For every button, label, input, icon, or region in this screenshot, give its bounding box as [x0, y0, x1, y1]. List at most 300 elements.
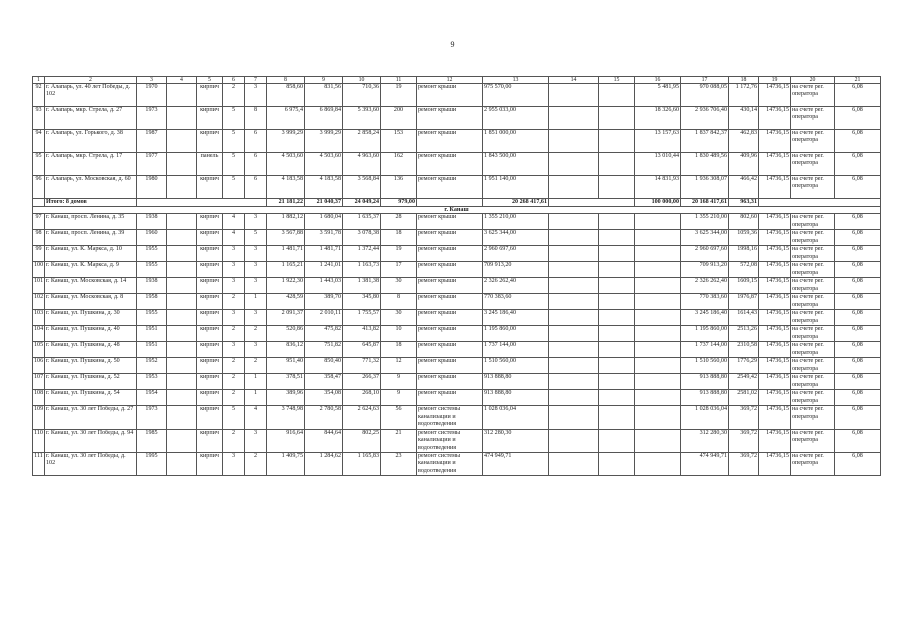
column-number: 16	[635, 77, 681, 84]
wall-material: кирпич	[197, 278, 223, 294]
limit-cost: 14736,15	[759, 390, 791, 406]
fund-share	[549, 390, 599, 406]
owner-share	[635, 390, 681, 406]
fund-share	[549, 310, 599, 326]
residential-area: 1 755,57	[343, 310, 381, 326]
living-area: 844,64	[305, 429, 343, 452]
capital-sum: 1 936 308,07	[681, 176, 729, 199]
owner-share	[635, 374, 681, 390]
empty-cell	[167, 278, 197, 294]
total-area: 389,96	[267, 390, 305, 406]
cost-per-m2: 369,72	[729, 452, 759, 475]
fund-method: на счете рег. оператора	[791, 278, 835, 294]
build-year: 1980	[137, 176, 167, 199]
summary-label: Итого: 8 домов	[45, 199, 137, 207]
summary-total-cost: 20 268 417,61	[483, 199, 549, 207]
residential-area: 3 078,38	[343, 230, 381, 246]
build-year: 1955	[137, 310, 167, 326]
table-row	[33, 214, 881, 230]
fund-method: на счете рег. оператора	[791, 84, 835, 107]
budget-share	[599, 130, 635, 153]
empty-cell	[167, 452, 197, 475]
fund-method: на счете рег. оператора	[791, 326, 835, 342]
owner-share	[635, 326, 681, 342]
empty-cell	[167, 246, 197, 262]
build-year: 1987	[137, 130, 167, 153]
address: г. Канаш, ул. К. Маркса, д. 10	[45, 246, 137, 262]
budget-share	[599, 358, 635, 374]
residential-area: 1 381,38	[343, 278, 381, 294]
cost-per-m2: 1614,43	[729, 310, 759, 326]
capital-sum: 474 949,71	[681, 452, 729, 475]
floors: 3	[223, 262, 245, 278]
living-area: 1 241,01	[305, 262, 343, 278]
empty-cell	[167, 342, 197, 358]
living-area: 4 183,58	[305, 176, 343, 199]
address: г. Алапарь, ул. Московская, д. 60	[45, 176, 137, 199]
column-number: 8	[267, 77, 305, 84]
table-row	[33, 84, 881, 107]
completion-term: 6,08	[835, 452, 881, 475]
floors: 2	[223, 358, 245, 374]
residential-area: 5 393,60	[343, 107, 381, 130]
entrances: 3	[245, 310, 267, 326]
living-area: 354,08	[305, 390, 343, 406]
cost-per-m2: 466,42	[729, 176, 759, 199]
entrances: 2	[245, 326, 267, 342]
column-number-row	[33, 77, 881, 84]
work-type: ремонт крыши	[417, 230, 483, 246]
capital-sum: 1 028 036,04	[681, 406, 729, 429]
owner-share	[635, 214, 681, 230]
empty-cell	[167, 214, 197, 230]
fund-method: на счете рег. оператора	[791, 406, 835, 429]
table-row	[33, 374, 881, 390]
residential-area: 1 372,44	[343, 246, 381, 262]
residents: 19	[381, 246, 417, 262]
column-number: 11	[381, 77, 417, 84]
fund-method: на счете рег. оператора	[791, 230, 835, 246]
cost-per-m2: 1998,16	[729, 246, 759, 262]
limit-cost: 14736,15	[759, 107, 791, 130]
address: г. Канаш, ул. Пушкина, д. 52	[45, 374, 137, 390]
entrances: 3	[245, 246, 267, 262]
living-area: 4 503,60	[305, 153, 343, 176]
capital-sum: 2 960 697,60	[681, 246, 729, 262]
build-year: 1951	[137, 326, 167, 342]
address: г. Канаш, просп. Ленина, д. 35	[45, 214, 137, 230]
fund-share	[549, 406, 599, 429]
empty-cell	[167, 176, 197, 199]
living-area: 2 780,58	[305, 406, 343, 429]
entrances: 1	[245, 390, 267, 406]
budget-share	[599, 153, 635, 176]
living-area: 3 999,29	[305, 130, 343, 153]
row-number: 111	[33, 452, 45, 475]
work-type: ремонт крыши	[417, 326, 483, 342]
cost-per-m2: 2310,58	[729, 342, 759, 358]
row-number: 98	[33, 230, 45, 246]
row-number: 95	[33, 153, 45, 176]
floors: 4	[223, 230, 245, 246]
entrances: 1	[245, 374, 267, 390]
limit-cost: 14736,15	[759, 262, 791, 278]
capital-sum: 2 326 262,40	[681, 278, 729, 294]
entrances: 4	[245, 406, 267, 429]
wall-material: кирпич	[197, 130, 223, 153]
completion-term: 6,08	[835, 406, 881, 429]
limit-cost: 14736,15	[759, 406, 791, 429]
row-number: 102	[33, 294, 45, 310]
work-type: ремонт крыши	[417, 84, 483, 107]
owner-share: 13 157,63	[635, 130, 681, 153]
cost-per-m2: 369,72	[729, 429, 759, 452]
build-year: 1951	[137, 342, 167, 358]
summary-living-area: 21 040,37	[305, 199, 343, 207]
column-number: 5	[197, 77, 223, 84]
cost-per-m2: 572,08	[729, 262, 759, 278]
column-number: 1	[33, 77, 45, 84]
address: г. Канаш, ул. К. Маркса, д. 9	[45, 262, 137, 278]
empty-cell	[33, 199, 45, 207]
limit-cost: 14736,15	[759, 452, 791, 475]
empty-cell	[167, 374, 197, 390]
table-row	[33, 294, 881, 310]
wall-material: кирпич	[197, 452, 223, 475]
wall-material: кирпич	[197, 176, 223, 199]
entrances: 5	[245, 230, 267, 246]
budget-share	[599, 374, 635, 390]
budget-share	[599, 429, 635, 452]
table-row	[33, 246, 881, 262]
address: г. Канаш, ул. Московская, д. 14	[45, 278, 137, 294]
completion-term: 6,08	[835, 429, 881, 452]
residential-area: 771,32	[343, 358, 381, 374]
fund-method: на счете рег. оператора	[791, 294, 835, 310]
wall-material: кирпич	[197, 429, 223, 452]
row-number: 110	[33, 429, 45, 452]
owner-share	[635, 429, 681, 452]
total-cost: 3 245 186,40	[483, 310, 549, 326]
cost-per-m2: 409,96	[729, 153, 759, 176]
wall-material: панель	[197, 153, 223, 176]
floors: 3	[223, 310, 245, 326]
row-number: 99	[33, 246, 45, 262]
build-year: 1985	[137, 429, 167, 452]
table-row	[33, 107, 881, 130]
work-type: ремонт крыши	[417, 310, 483, 326]
total-cost: 1 851 000,00	[483, 130, 549, 153]
empty-cell	[167, 107, 197, 130]
living-area: 389,70	[305, 294, 343, 310]
total-area: 2 091,37	[267, 310, 305, 326]
wall-material: кирпич	[197, 84, 223, 107]
floors: 2	[223, 326, 245, 342]
total-area: 1 882,12	[267, 214, 305, 230]
empty-cell	[549, 199, 635, 207]
total-area: 6 975,4	[267, 107, 305, 130]
build-year: 1955	[137, 262, 167, 278]
capital-sum: 1 195 860,00	[681, 326, 729, 342]
residential-area: 802,25	[343, 429, 381, 452]
fund-share	[549, 342, 599, 358]
fund-share	[549, 452, 599, 475]
address: г. Канаш, ул. Пушкина, д. 48	[45, 342, 137, 358]
empty-cell	[167, 84, 197, 107]
fund-share	[549, 278, 599, 294]
column-number: 4	[167, 77, 197, 84]
total-cost: 1 028 036,04	[483, 406, 549, 429]
floors: 2	[223, 294, 245, 310]
summary-total-area: 21 181,22	[267, 199, 305, 207]
owner-share	[635, 406, 681, 429]
budget-share	[599, 84, 635, 107]
empty-cell	[417, 199, 483, 207]
floors: 5	[223, 176, 245, 199]
wall-material: кирпич	[197, 358, 223, 374]
floors: 2	[223, 390, 245, 406]
total-area: 836,12	[267, 342, 305, 358]
work-type: ремонт крыши	[417, 246, 483, 262]
completion-term: 6,08	[835, 326, 881, 342]
work-type: ремонт крыши	[417, 153, 483, 176]
floors: 5	[223, 153, 245, 176]
residential-area: 645,87	[343, 342, 381, 358]
residents: 28	[381, 214, 417, 230]
city-heading-row	[33, 207, 881, 214]
residential-area: 4 963,60	[343, 153, 381, 176]
living-area: 1 443,03	[305, 278, 343, 294]
completion-term: 6,08	[835, 130, 881, 153]
owner-share: 5 481,95	[635, 84, 681, 107]
owner-share: 18 326,60	[635, 107, 681, 130]
owner-share	[635, 278, 681, 294]
owner-share	[635, 452, 681, 475]
limit-cost: 14736,15	[759, 176, 791, 199]
total-area: 3 567,88	[267, 230, 305, 246]
work-type: ремонт крыши	[417, 262, 483, 278]
cost-per-m2: 802,60	[729, 214, 759, 230]
cost-per-m2: 369,72	[729, 406, 759, 429]
residential-area: 1 635,37	[343, 214, 381, 230]
summary-cost-per-m2: 963,31	[729, 199, 759, 207]
capital-sum: 2 936 706,40	[681, 107, 729, 130]
fund-method: на счете рег. оператора	[791, 342, 835, 358]
completion-term: 6,08	[835, 358, 881, 374]
budget-share	[599, 107, 635, 130]
column-number: 21	[835, 77, 881, 84]
cost-per-m2: 462,83	[729, 130, 759, 153]
empty-cell	[167, 358, 197, 374]
limit-cost: 14736,15	[759, 358, 791, 374]
floors: 3	[223, 452, 245, 475]
capital-sum: 913 888,80	[681, 374, 729, 390]
summary-capital-sum: 20 168 417,61	[681, 199, 729, 207]
capital-sum: 970 088,05	[681, 84, 729, 107]
living-area: 1 680,04	[305, 214, 343, 230]
entrances: 3	[245, 278, 267, 294]
table-row	[33, 390, 881, 406]
work-type: ремонт крыши	[417, 342, 483, 358]
row-number: 100	[33, 262, 45, 278]
limit-cost: 14736,15	[759, 230, 791, 246]
build-year: 1955	[137, 246, 167, 262]
budget-share	[599, 310, 635, 326]
living-area: 1 481,71	[305, 246, 343, 262]
build-year: 1977	[137, 153, 167, 176]
fund-share	[549, 230, 599, 246]
empty-cell	[167, 130, 197, 153]
capital-sum: 3 245 186,40	[681, 310, 729, 326]
empty-cell	[137, 199, 267, 207]
table-row	[33, 153, 881, 176]
row-number: 106	[33, 358, 45, 374]
completion-term: 6,08	[835, 246, 881, 262]
completion-term: 6,08	[835, 374, 881, 390]
residents: 9	[381, 374, 417, 390]
budget-share	[599, 230, 635, 246]
wall-material: кирпич	[197, 390, 223, 406]
owner-share	[635, 262, 681, 278]
empty-cell	[759, 199, 881, 207]
completion-term: 6,08	[835, 278, 881, 294]
wall-material: кирпич	[197, 294, 223, 310]
row-number: 103	[33, 310, 45, 326]
build-year: 1958	[137, 294, 167, 310]
column-number: 3	[137, 77, 167, 84]
address: г. Канаш, ул. Пушкина, д. 50	[45, 358, 137, 374]
wall-material: кирпич	[197, 246, 223, 262]
residents: 18	[381, 342, 417, 358]
living-area: 831,56	[305, 84, 343, 107]
floors: 2	[223, 84, 245, 107]
fund-method: на счете рег. оператора	[791, 374, 835, 390]
living-area: 2 010,11	[305, 310, 343, 326]
completion-term: 6,08	[835, 214, 881, 230]
fund-method: на счете рег. оператора	[791, 358, 835, 374]
residents: 30	[381, 310, 417, 326]
address: г. Канаш, ул. Пушкина, д. 40	[45, 326, 137, 342]
total-area: 916,64	[267, 429, 305, 452]
work-type: ремонт крыши	[417, 107, 483, 130]
address: г. Алапарь, мкр. Стрела, д. 27	[45, 107, 137, 130]
row-number: 104	[33, 326, 45, 342]
limit-cost: 14736,15	[759, 294, 791, 310]
residential-area: 413,82	[343, 326, 381, 342]
entrances: 2	[245, 452, 267, 475]
cost-per-m2: 2513,26	[729, 326, 759, 342]
fund-share	[549, 374, 599, 390]
budget-share	[599, 326, 635, 342]
completion-term: 6,08	[835, 230, 881, 246]
residential-area: 2 624,63	[343, 406, 381, 429]
work-type: ремонт крыши	[417, 358, 483, 374]
wall-material: кирпич	[197, 310, 223, 326]
row-number: 105	[33, 342, 45, 358]
floors: 2	[223, 374, 245, 390]
build-year: 1973	[137, 107, 167, 130]
row-number: 101	[33, 278, 45, 294]
cost-per-m2: 2581,02	[729, 390, 759, 406]
column-number: 13	[483, 77, 549, 84]
column-number: 12	[417, 77, 483, 84]
limit-cost: 14736,15	[759, 429, 791, 452]
completion-term: 6,08	[835, 84, 881, 107]
residents: 153	[381, 130, 417, 153]
work-type: ремонт крыши	[417, 214, 483, 230]
entrances: 3	[245, 429, 267, 452]
page-number: 9	[450, 40, 455, 49]
residents: 56	[381, 406, 417, 429]
table-row	[33, 230, 881, 246]
table-row	[33, 176, 881, 199]
total-cost: 1 355 210,00	[483, 214, 549, 230]
fund-share	[549, 214, 599, 230]
build-year: 1954	[137, 390, 167, 406]
total-cost: 474 949,71	[483, 452, 549, 475]
entrances: 6	[245, 130, 267, 153]
fund-method: на счете рег. оператора	[791, 176, 835, 199]
capital-sum: 913 888,80	[681, 390, 729, 406]
address: г. Алапарь, ул. Горького, д. 38	[45, 130, 137, 153]
total-area: 3 999,29	[267, 130, 305, 153]
table-row	[33, 310, 881, 326]
build-year: 1938	[137, 214, 167, 230]
fund-share	[549, 262, 599, 278]
column-number: 17	[681, 77, 729, 84]
row-number: 93	[33, 107, 45, 130]
total-cost: 709 913,20	[483, 262, 549, 278]
owner-share	[635, 230, 681, 246]
residential-area: 268,10	[343, 390, 381, 406]
empty-cell	[167, 230, 197, 246]
limit-cost: 14736,15	[759, 246, 791, 262]
fund-method: на счете рег. оператора	[791, 390, 835, 406]
limit-cost: 14736,15	[759, 278, 791, 294]
fund-method: на счете рег. оператора	[791, 310, 835, 326]
capital-sum: 709 913,20	[681, 262, 729, 278]
fund-share	[549, 246, 599, 262]
work-type: ремонт крыши	[417, 374, 483, 390]
entrances: 8	[245, 107, 267, 130]
limit-cost: 14736,15	[759, 310, 791, 326]
row-number: 97	[33, 214, 45, 230]
summary-row	[33, 199, 881, 207]
total-area: 4 183,58	[267, 176, 305, 199]
residential-area: 3 568,84	[343, 176, 381, 199]
living-area: 751,82	[305, 342, 343, 358]
cost-per-m2: 1776,29	[729, 358, 759, 374]
budget-share	[599, 278, 635, 294]
fund-share	[549, 107, 599, 130]
entrances: 6	[245, 153, 267, 176]
column-number: 6	[223, 77, 245, 84]
row-number: 92	[33, 84, 45, 107]
address: г. Канаш, ул. Московская, д. 8	[45, 294, 137, 310]
owner-share	[635, 358, 681, 374]
empty-cell	[167, 390, 197, 406]
column-number: 9	[305, 77, 343, 84]
table-row	[33, 406, 881, 429]
residents: 200	[381, 107, 417, 130]
capital-sum: 312 280,30	[681, 429, 729, 452]
total-area: 428,59	[267, 294, 305, 310]
empty-cell	[167, 429, 197, 452]
residents: 23	[381, 452, 417, 475]
limit-cost: 14736,15	[759, 326, 791, 342]
summary-residents: 979,00	[381, 199, 417, 207]
table-row	[33, 278, 881, 294]
